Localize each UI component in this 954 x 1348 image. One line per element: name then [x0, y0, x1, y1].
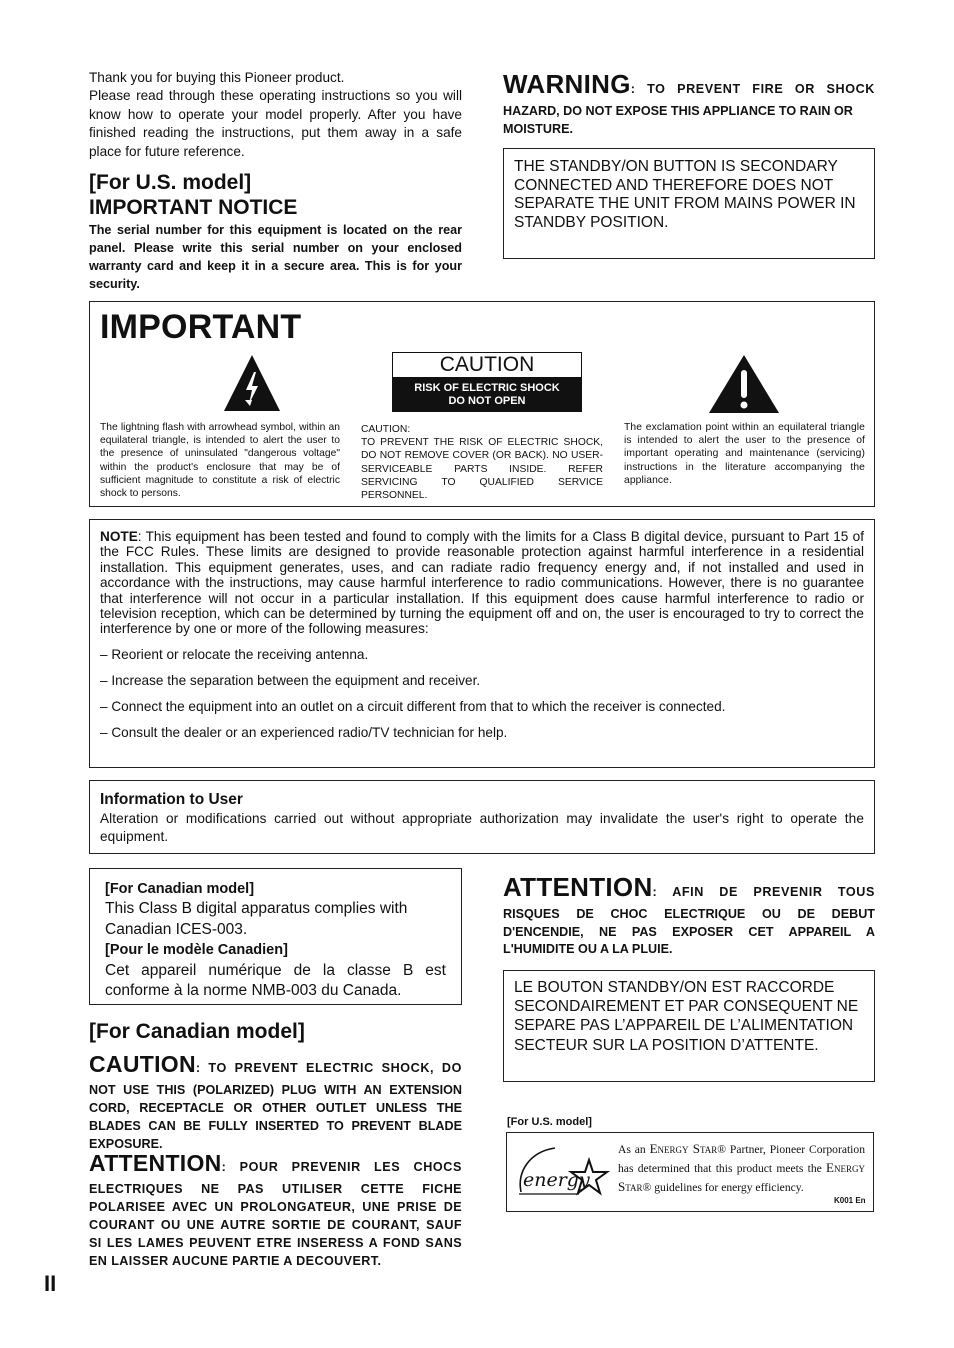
warning-rest: HAZARD, DO NOT EXPOSE THIS APPLIANCE TO RAIN OR MOISTURE.	[503, 104, 853, 136]
lightning-text: The lightning flash with arrowhead symbol, within an equilateral triangle, is intended to alert the user to the presence of uninsulated "dangerous voltage" within the product's enclosure that may be of sufficient magnitude to constitute a risk of electric shock to persons.	[100, 422, 340, 500]
intro-line-1: Thank you for buying this Pioneer product.	[89, 70, 345, 85]
attention-standby-box: LE BOUTON STANDBY/ON EST RACCORDE SECONDAIREMENT ET PAR CONSEQUENT NE SEPARE PAS L’APPAREIL DE L’ALIMENTATION SECTEUR SUR LA POSITION D’ATTENTE.	[503, 970, 875, 1082]
intro-line-2: Please read through these operating instructions so you will know how to operate your model properly. After you have finished reading the instructions, put them away in a safe place for future reference.	[89, 88, 462, 159]
us-model-label: [For U.S. model]	[89, 171, 252, 194]
exclamation-triangle-icon	[708, 354, 780, 419]
es-brand-1: Energy Star	[649, 1141, 718, 1156]
warning-caps: : TO PREVENT FIRE OR SHOCK	[630, 82, 875, 96]
energy-star-label: [For U.S. model]	[507, 1116, 592, 1128]
list-item: – Connect the equipment into an outlet on a circuit different from that to which the receiver is connected.	[100, 699, 726, 715]
caution-sub-2: DO NOT OPEN	[448, 395, 526, 407]
caution-label-title: CAUTION	[392, 352, 582, 378]
attention-word: ATTENTION	[503, 872, 653, 902]
important-box	[89, 301, 875, 507]
energy-logo-word: energy	[523, 1169, 590, 1191]
caution-text-heading: CAUTION:	[361, 424, 411, 435]
intro-text	[89, 69, 462, 161]
attention-block	[503, 873, 875, 959]
canadian-attention-word: ATTENTION	[89, 1150, 222, 1176]
warning-block	[503, 70, 875, 138]
list-item: – Increase the separation between the equipment and receiver.	[100, 673, 481, 689]
canadian-caution-word: CAUTION	[89, 1051, 196, 1077]
canadian-ices-box	[89, 868, 462, 1005]
fcc-note-paragraph	[100, 529, 864, 637]
note-text: : This equipment has been tested and found to comply with the limits for a Class B digital device, pursuant to Part 15 of the FCC Rules. These limits are designed to provide reasonable protection against harmful interference in a residential installation. This equipment generates, uses, and can radiate radio frequency energy and, if not installed and used in accordance with the instructions, may cause harmful interference to radio communications. However, there is no guarantee that interference will not occur in a particular installation. If this equipment does cause harmful interference to radio or television reception, which can be determined by turning the equipment off and on, the user is encouraged to try to correct the interference by one or more of the following measures:	[100, 529, 864, 637]
standby-box: THE STANDBY/ON BUTTON IS SECONDARY CONNECTED AND THEREFORE DOES NOT SEPARATE THE UNIT FROM MAINS POWER IN STANDBY POSITION.	[503, 148, 875, 259]
energy-star-logo-icon	[515, 1142, 611, 1207]
info-user-heading: Information to User	[100, 791, 243, 808]
canadian-caution-caps: : TO PREVENT ELECTRIC SHOCK, DO	[195, 1061, 462, 1075]
canadian-caution-rest: NOT USE THIS (POLARIZED) PLUG WITH AN EXTENSION CORD, RECEPTACLE OR OTHER OUTLET UNLESS THE BLADES CAN BE FULLY INSERTED TO PREVENT BLADE EXPOSURE.	[89, 1083, 462, 1151]
canadian-attention-block	[89, 1150, 462, 1270]
canadian-box-text-fr: Cet appareil numérique de la classe B est conforme à la norme NMB-003 du Canada.	[105, 961, 446, 1000]
caution-label	[392, 352, 582, 414]
caution-text-body: TO PREVENT THE RISK OF ELECTRIC SHOCK, DO NOT REMOVE COVER (OR BACK). NO USER-SERVICEABLE PARTS INSIDE. REFER SERVICING TO QUALIFIED SERVICE PERSONNEL.	[361, 437, 603, 502]
us-notice-body: The serial number for this equipment is located on the rear panel. Please write this serial number on your enclosed warranty card and keep it in a secure area. This is for your security.	[89, 223, 462, 291]
es-text-1: As an	[618, 1143, 650, 1156]
fcc-note-box	[89, 519, 875, 768]
caution-sub-1: RISK OF ELECTRIC SHOCK	[414, 382, 560, 394]
canadian-box-heading-en: [For Canadian model]	[105, 881, 255, 897]
info-user-text: Alteration or modifications carried out without appropriate authorization may invalidate the user's right to operate the equipment.	[100, 811, 864, 845]
warning-word: WARNING	[503, 69, 631, 99]
es-text-2: ® Partner, Pioneer Corporation has determined that this product meets the	[618, 1143, 865, 1175]
important-notice-label: IMPORTANT NOTICE	[89, 196, 298, 219]
list-item: – Reorient or relocate the receiving antenna.	[100, 647, 369, 663]
es-text-3: ® guidelines for energy efficiency.	[642, 1181, 804, 1194]
es-brand-2: Energy Star	[618, 1160, 865, 1194]
canadian-caution-block	[89, 1051, 462, 1153]
info-user-box	[89, 780, 875, 854]
energy-star-code: K001 En	[834, 1196, 866, 1205]
canadian-heading: [For Canadian model]	[89, 1020, 305, 1043]
attention-rest: RISQUES DE CHOC ELECTRIQUE OU DE DEBUT D'ENCENDIE, NE PAS EXPOSER CET APPAREIL A L'HUMIDITE OU A LA PLUIE.	[503, 907, 875, 957]
important-title: IMPORTANT	[100, 308, 302, 346]
canadian-box-text-en: This Class B digital apparatus complies with Canadian ICES-003.	[105, 900, 408, 938]
list-item: – Consult the dealer or an experienced radio/TV technician for help.	[100, 725, 508, 741]
caution-label-sub	[392, 378, 582, 412]
canadian-box-heading-fr: [Pour le modèle Canadien]	[105, 942, 288, 959]
attention-caps: : AFIN DE PREVENIR TOUS	[652, 885, 875, 899]
page-number: II	[44, 1271, 57, 1296]
lightning-triangle-icon	[223, 354, 281, 417]
energy-star-text	[618, 1140, 865, 1197]
canadian-attention-rest: ELECTRIQUES NE PAS UTILISER CETTE FICHE POLARISEE AVEC UN PROLONGATEUR, UNE PRISE DE COURANT OU UNE AUTRE SORTIE DE COURANT, SAUF SI LES LAMES PEUVENT ETRE INSERESS A FOND SANS EN LAISSER AUCUNE PARTIE A DECOUVERT.	[89, 1182, 462, 1268]
canadian-attention-caps: : POUR PREVENIR LES CHOCS	[221, 1160, 462, 1174]
exclamation-text: The exclamation point within an equilateral triangle is intended to alert the user to the presence of important operating and maintenance (servicing) instructions in the literature accompanying the appliance.	[624, 422, 865, 486]
caution-text	[361, 423, 603, 502]
energy-star-box	[506, 1132, 874, 1212]
note-label: NOTE	[100, 529, 138, 544]
us-notice-heading	[89, 170, 462, 220]
